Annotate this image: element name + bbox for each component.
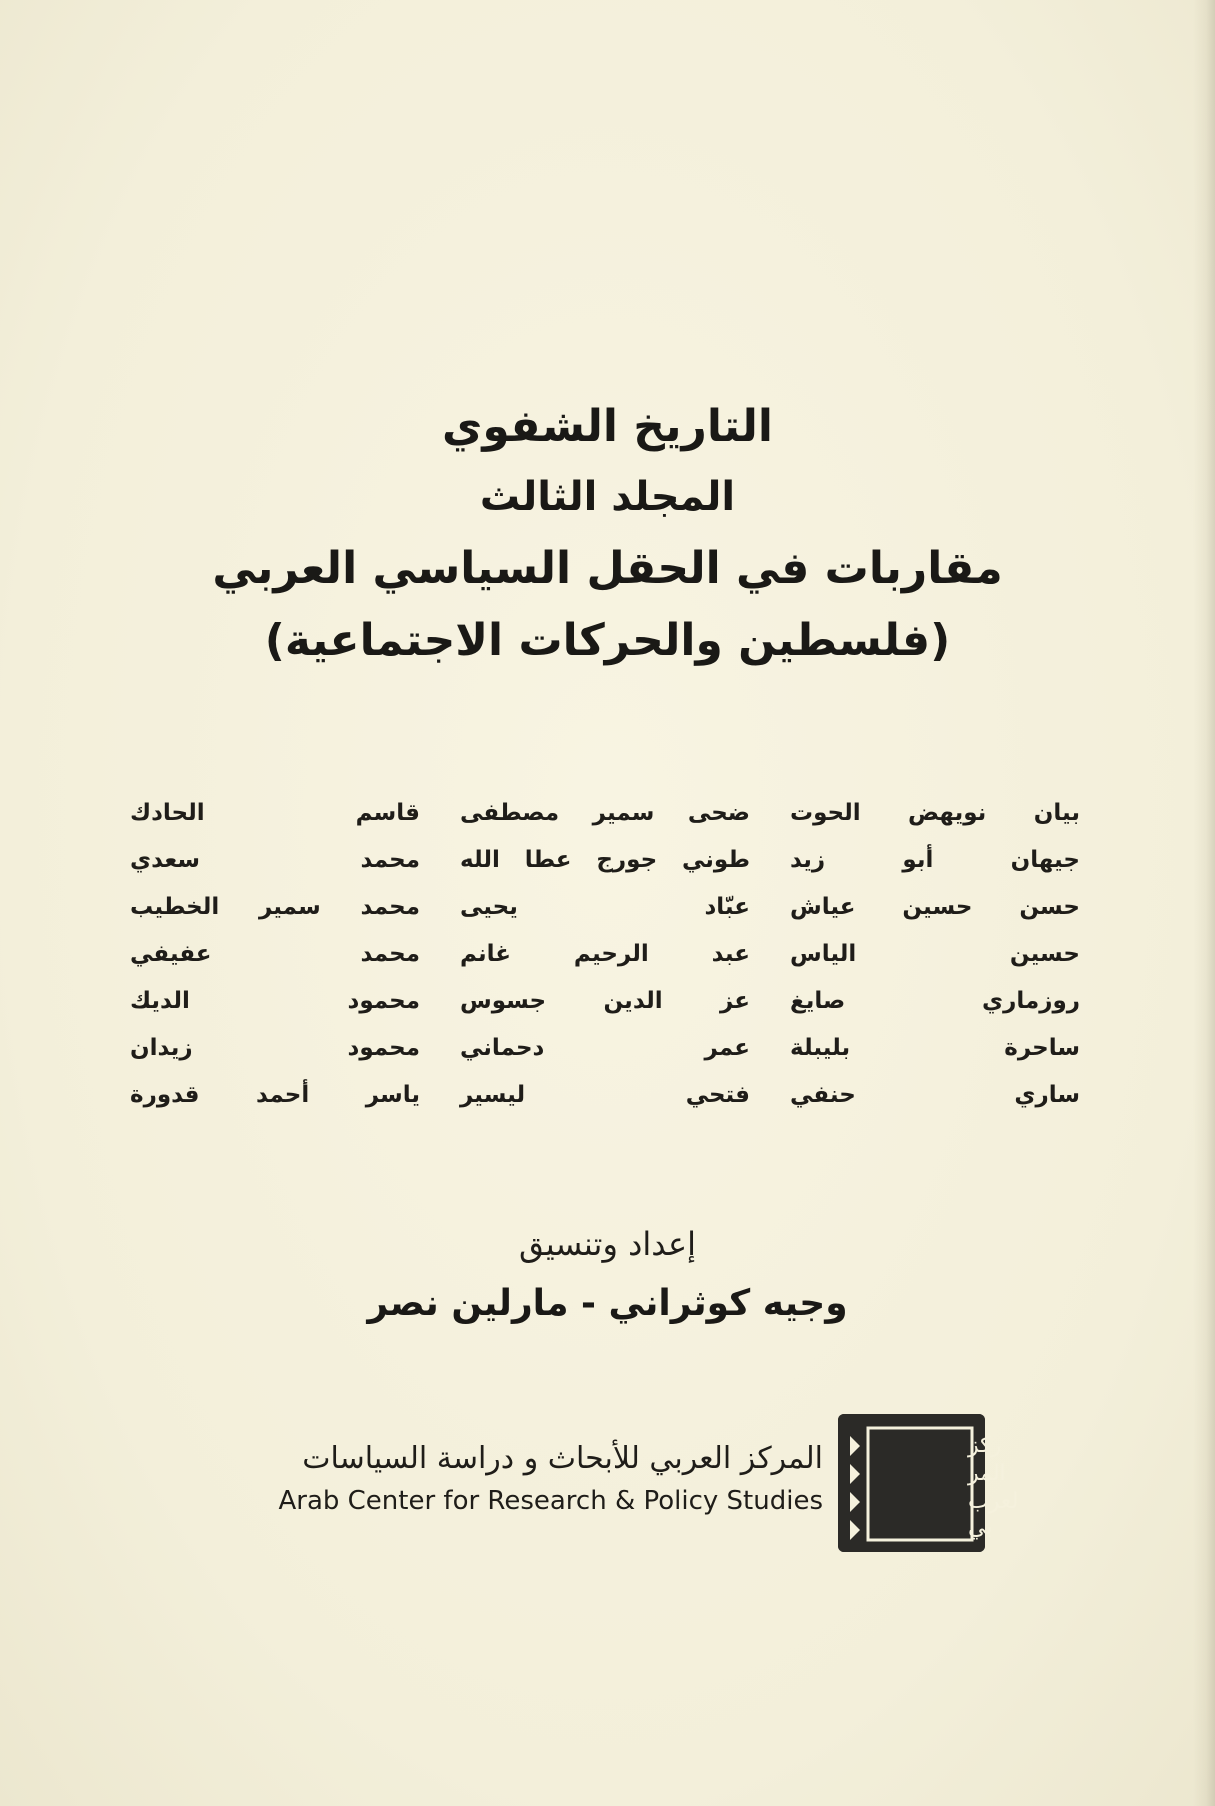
contributors-column-1 [790,790,1080,1120]
contributor-name: بيان نويهض الحوت [790,800,1080,826]
contributor-name: قاسم الحادك [130,800,420,826]
contributor-name: فتحي ليسير [460,1082,750,1108]
contributor-name: عبد الرحيم غانم [460,941,750,967]
contributor-name: جيهان أبو زيد [790,847,1080,873]
logo-letters-4: بي [968,1515,993,1540]
contributors-column-2 [460,790,750,1120]
contributor-name: محمد عفيفي [130,941,420,967]
book-subtitle-parenthetical: (فلسطين والحركات الاجتماعية) [264,615,951,666]
contributor-name: محمد سمير الخطيب [130,894,420,920]
editors-names: وجيه كوثراني - مارلين نصر [367,1283,848,1324]
contributors-list [130,790,1080,1120]
publisher-text [278,1441,823,1516]
contributor-name: عمر دحماني [460,1035,750,1061]
contributor-name: روزماري صايغ [790,988,1080,1014]
contributor-name: ياسر أحمد قدورة [130,1082,420,1108]
logo-letters-3: لعرب [968,1489,1019,1514]
publisher-block [225,1414,1019,1554]
contributor-name: محمود الديك [130,988,420,1014]
contributor-name: ساحرة بليبلة [790,1035,1080,1061]
preparation-credit [0,1225,1215,1324]
book-subtitle: مقاربات في الحقل السياسي العربي [212,543,1003,594]
publisher-name-arabic: المركز العربي للأبحاث و دراسة السياسات [302,1441,823,1476]
volume-label: المجلد الثالث [479,474,736,520]
book-title: التاريخ الشفوي [442,401,773,452]
publisher-logo-mark [838,1414,1019,1552]
contributors-column-3 [130,790,420,1120]
contributor-name: محمد سعدي [130,847,420,873]
contributor-name: ساري حنفي [790,1082,1080,1108]
contributor-name: محمود زيدان [130,1035,420,1061]
contributor-name: عز الدين جسوس [460,988,750,1014]
contributor-name: حسين الياس [790,941,1080,967]
contributor-name: طوني جورج عطا الله [460,847,750,873]
preparation-label: إعداد وتنسيق [519,1225,696,1263]
publisher-logo [838,1414,1019,1552]
publisher-name-english: Arab Center for Research & Policy Studies [278,1486,823,1516]
contributor-name: ضحى سمير مصطفى [460,800,750,826]
contributor-name: عبّاد يحيى [460,894,750,920]
logo-letters-1: ركز [968,1433,1002,1458]
title-block [0,401,1215,666]
contributor-name: حسن حسين عياش [790,894,1080,920]
logo-letters-2: المر [968,1461,1006,1486]
page-edge-shadow [1193,0,1215,1806]
